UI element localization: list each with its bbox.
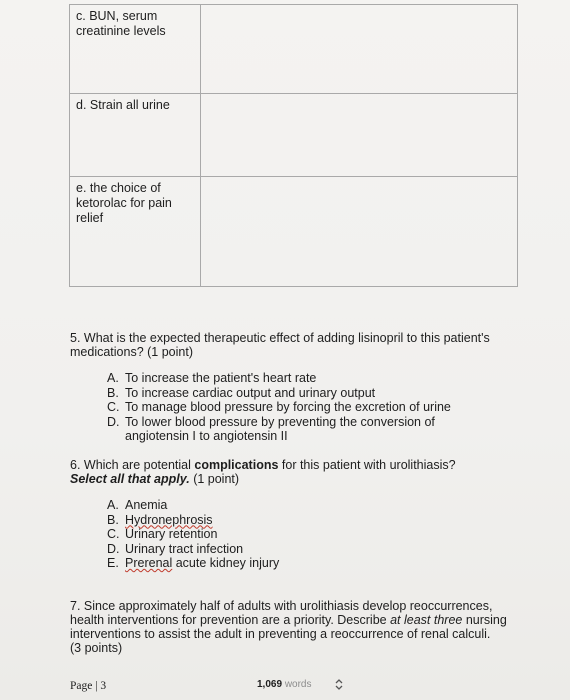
answer-cell[interactable] [201,177,518,287]
row-label: c. BUN, serum creatinine levels [70,5,201,94]
row-label: e. the choice of ketorolac for pain relief [70,177,201,287]
word-count[interactable]: 1,069 words [257,679,312,690]
answer-cell[interactable] [201,5,518,94]
answer-cell[interactable] [201,94,518,177]
table-row [70,94,518,177]
option-d[interactable]: D. To lower blood pressure by preventing the conversion of angiotensin I to angiotensin II [107,414,435,443]
answer-table [69,4,518,287]
question-7-line-3: interventions to assist the adult in preventing a reoccurrence of renal calculi. [70,627,491,641]
question-6-line-1: 6. Which are potential complications for this patient with urolithiasis? [70,458,456,472]
question-6 [70,458,456,486]
page-number: Page | 3 [70,680,107,692]
up-down-chevron-icon[interactable] [333,679,345,691]
option-c[interactable]: C. Urinary retention [107,527,218,541]
option-d[interactable]: D. Urinary tract infection [107,541,244,556]
question-6-options [107,498,279,571]
question-5-line-1: 5. What is the expected therapeutic effect of adding lisinopril to this patient's [70,331,490,345]
question-7-line-1: 7. Since approximately half of adults with urolithiasis develop reoccurrences, [70,599,493,613]
option-a[interactable]: A. To increase the patient's heart rate [107,371,317,385]
row-label: d. Strain all urine [70,94,201,177]
question-5-options [107,371,455,444]
option-b[interactable]: B. To increase cardiac output and urinary output [107,385,376,400]
table-row [70,5,518,94]
question-7-line-2: health interventions for prevention are a priority. Describe at least three nursing [70,613,507,627]
option-b[interactable]: B. Hydronephrosis [107,512,213,527]
question-5-line-2: medications? (1 point) [70,345,193,359]
option-e[interactable]: E. Prerenal acute kidney injury [107,556,280,570]
question-5 [70,331,490,359]
option-a[interactable]: A. Anemia [107,498,168,512]
question-7 [70,599,507,655]
option-c[interactable]: C. To manage blood pressure by forcing the excretion of urine [107,400,451,414]
question-7-line-4: (3 points) [70,641,123,655]
question-6-line-2: Select all that apply. (1 point) [70,472,240,486]
table-row [70,177,518,287]
